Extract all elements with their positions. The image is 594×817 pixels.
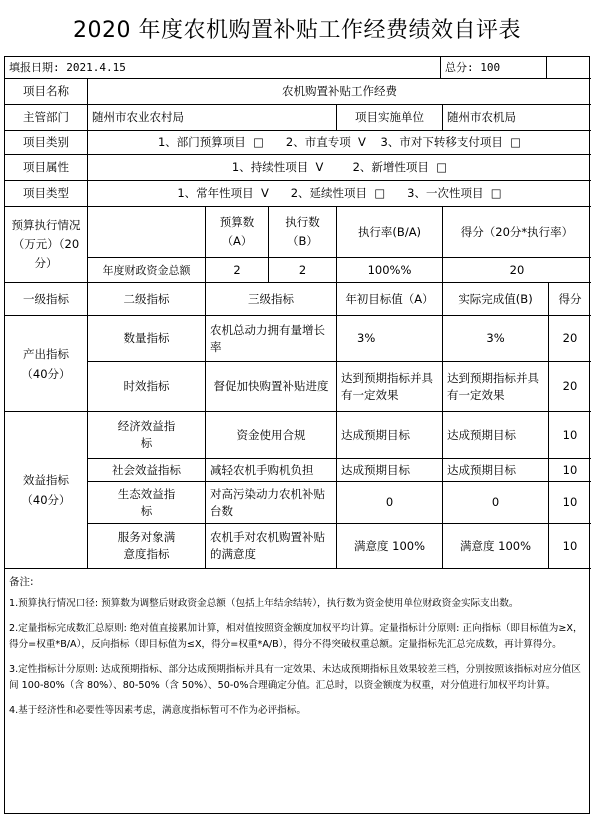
level2-header: 二级指标: [88, 283, 206, 316]
budget-amount-label: 预算数（A）: [206, 207, 269, 258]
indicator-score: 10: [549, 412, 591, 459]
note-item: 1.预算执行情况口径: 预算数为调整后财政资金总额（包括上年结余结转），执行数为资金使用单位财政资金实际支出数。: [9, 598, 519, 609]
executed-label: 执行数（B）: [269, 207, 337, 258]
competent-dept-value: 随州市农业农村局: [88, 105, 337, 131]
indicator-target: 达到预期指标并具有一定效果: [337, 362, 443, 412]
indicator-level3: 资金使用合规: [206, 412, 337, 459]
benefit-indicator-label: 效益指标（40分）: [5, 412, 88, 569]
indicator-actual: 达到预期指标并具有一定效果: [443, 362, 549, 412]
level1-header: 一级指标: [5, 283, 88, 316]
budget-label: 预算执行情况（万元）（20分）: [5, 207, 88, 283]
evaluation-form: [4, 56, 590, 814]
executed-value: 2: [269, 258, 337, 283]
indicator-level3: 农机手对农机购置补贴的满意度: [206, 524, 337, 569]
indicator-level2: 生态效益指标: [88, 482, 206, 524]
indicator-level2: 数量指标: [88, 316, 206, 362]
page-title: 2020 年度农机购置补贴工作经费绩效自评表: [73, 17, 521, 43]
impl-unit-value: 随州市农机局: [443, 105, 591, 131]
budget-blank: [88, 207, 206, 258]
indicator-level2: 服务对象满意度指标: [88, 524, 206, 569]
indicator-actual: 达成预期目标: [443, 412, 549, 459]
indicator-score: 10: [549, 524, 591, 569]
rate-label: 执行率(B/A): [337, 207, 443, 258]
note-item: 4.基于经济性和必要性等因素考虑，满意度指标暂可不作为必评指标。: [9, 705, 306, 716]
note-item: 2.定量指标完成数汇总原则: 绝对值直接累加计算，相对值按照资金额度加权平均计算。定量指标计分原则: 正向指标（即目标值为≥X，得分=权重*B/A），反向指标（即目标值为≤X，得分=权重*A/B），得分不得突破权重总额。定量指标先汇总完成数，再计算得分。: [9, 623, 583, 650]
indicator-score: 10: [549, 482, 591, 524]
indicator-actual: 3%: [443, 316, 549, 362]
indicator-level2: 社会效益指标: [88, 459, 206, 482]
indicator-score: 10: [549, 459, 591, 482]
note-item: 3.定性指标计分原则: 达成预期指标、部分达成预期指标并具有一定效果、未达成预期指标且效果较差三档，分别按照该指标对应分值区间 100-80%（含 80%）、80-50%（含 50%）、50-0%合理确定分值。汇总时，以资金额度为权重，对分值进行加权平均计算。: [9, 664, 581, 691]
attribute-value: 1、持续性项目 V 2、新增性项目 □: [88, 155, 591, 181]
indicator-score: 20: [549, 362, 591, 412]
project-name-label: 项目名称: [5, 79, 88, 105]
output-indicator-label: 产出指标（40分）: [5, 316, 88, 412]
indicator-actual: 达成预期目标: [443, 459, 549, 482]
indicator-target: 达成预期目标: [337, 412, 443, 459]
notes-section: [9, 574, 587, 728]
rate-value: 100%%: [337, 258, 443, 283]
project-name-value: 农机购置补贴工作经费: [88, 79, 591, 105]
indicator-actual: 满意度 100%: [443, 524, 549, 569]
score-header: 得分: [549, 283, 591, 316]
budget-row-label: 年度财政资金总额: [88, 258, 206, 283]
indicator-level3: 对高污染动力农机补贴台数: [206, 482, 337, 524]
competent-dept-label: 主管部门: [5, 105, 88, 131]
impl-unit-label: 项目实施单位: [337, 105, 443, 131]
indicator-actual: 0: [443, 482, 549, 524]
indicator-score: 20: [549, 316, 591, 362]
target-header: 年初目标值（A）: [337, 283, 443, 316]
type-value: 1、常年性项目 V 2、延续性项目 □ 3、一次性项目 □: [88, 181, 591, 207]
category-label: 项目类别: [5, 131, 88, 155]
indicator-target: 3%: [337, 316, 443, 362]
score-formula-label: 得分（20分*执行率）: [443, 207, 591, 258]
indicator-level2: 经济效益指标: [88, 412, 206, 459]
indicator-level2: 时效指标: [88, 362, 206, 412]
score-value: 20: [443, 258, 591, 283]
type-label: 项目类型: [5, 181, 88, 207]
blank-cell: [547, 57, 591, 79]
indicator-target: 0: [337, 482, 443, 524]
indicator-target: 达成预期目标: [337, 459, 443, 482]
indicator-level3: 农机总动力拥有量增长率: [206, 316, 337, 362]
fill-date: 填报日期: 2021.4.15: [5, 57, 441, 79]
indicator-level3: 督促加快购置补贴进度: [206, 362, 337, 412]
indicator-level3: 减轻农机手购机负担: [206, 459, 337, 482]
attribute-label: 项目属性: [5, 155, 88, 181]
category-value: 1、部门预算项目 □ 2、市直专项 V 3、市对下转移支付项目 □: [88, 131, 591, 155]
total-score: 总分: 100: [441, 57, 547, 79]
budget-amount-value: 2: [206, 258, 269, 283]
level3-header: 三级指标: [206, 283, 337, 316]
notes-header: 备注:: [9, 576, 34, 588]
indicator-target: 满意度 100%: [337, 524, 443, 569]
actual-header: 实际完成值(B): [443, 283, 549, 316]
